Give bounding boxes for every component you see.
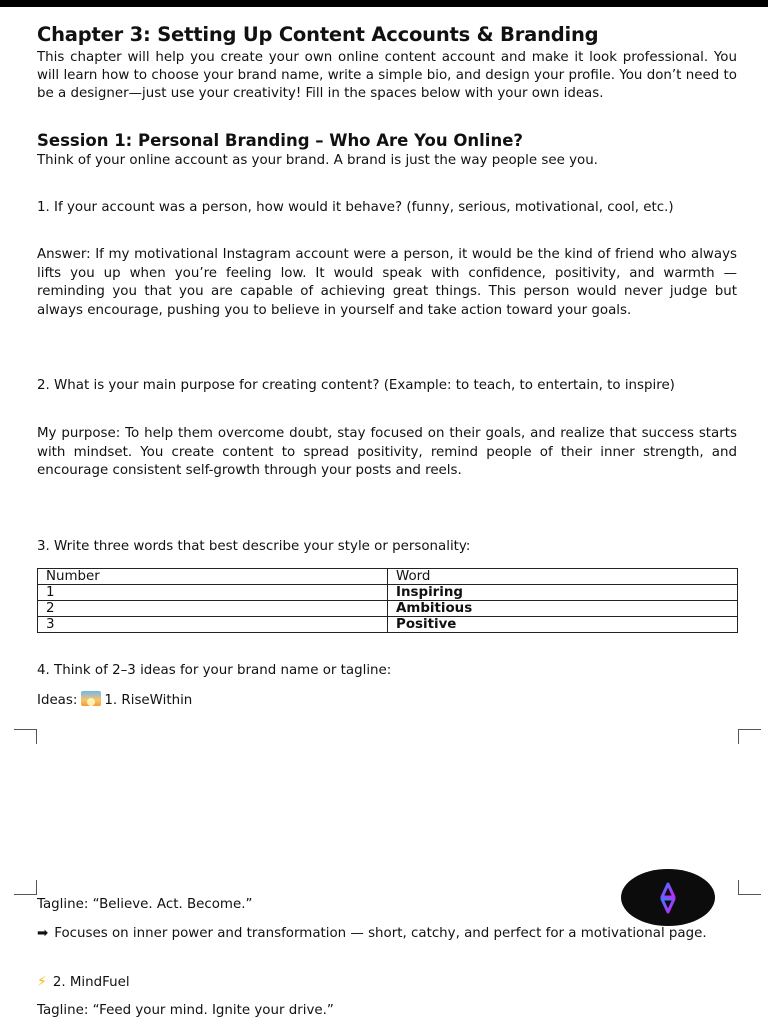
top-status-bar [0,0,768,7]
table-cell-number: 2 [38,601,388,617]
page-corner-mark-bottom-left [14,880,37,895]
question-4: 4. Think of 2–3 ideas for your brand name or tagline: [37,663,392,678]
ideas-label: Ideas: [37,693,78,708]
table-row [38,601,738,617]
ai-assistant-button[interactable] [621,869,715,926]
table-cell-word: Ambitious [388,601,738,617]
page-corner-mark-top-right [738,729,761,744]
answer-2: My purpose: To help them overcome doubt, stay focused on their goals, and realize that success starts with mindset. You create content to spread positivity, remind people of their inner strength, and encourage consistent self-growth through your posts and reels. [37,426,737,478]
table-row [38,617,738,633]
table-cell-word: Inspiring [388,585,738,601]
session-title: Session 1: Personal Branding – Who Are You Online? [37,131,523,150]
idea-1-name: 1. RiseWithin [104,693,193,708]
page-corner-mark-bottom-right [738,880,761,895]
words-table [37,568,738,633]
lightning-icon: ⚡ [37,974,47,990]
table-header-word: Word [388,569,738,585]
page-corner-mark-top-left [14,729,37,744]
tagline-1: Tagline: “Believe. Act. Become.” [37,897,253,912]
explanation-1 [37,925,737,943]
table-cell-word: Positive [388,617,738,633]
table-header-row [38,569,738,585]
chapter-title: Chapter 3: Setting Up Content Accounts & Branding [37,23,599,46]
idea-2-name: 2. MindFuel [52,975,130,990]
table-header-number: Number [38,569,388,585]
question-3: 3. Write three words that best describe your style or personality: [37,539,471,554]
question-1: 1. If your account was a person, how would it behave? (funny, serious, motivational, cool, etc.) [37,200,674,215]
question-2: 2. What is your main purpose for creating content? (Example: to teach, to entertain, to inspire) [37,378,675,393]
table-cell-number: 3 [38,617,388,633]
arrow-right-icon: ➡ [37,926,49,941]
ideas-line [37,691,737,710]
tagline-2: Tagline: “Feed your mind. Ignite your drive.” [37,1003,334,1018]
chapter-intro: This chapter will help you create your own online content account and make it look professional. You will learn how to choose your brand name, write a simple bio, and design your profile. You don’t need to be a designer—just use your creativity! Fill in the spaces below with your own ideas. [37,50,737,102]
sunrise-icon [81,691,101,706]
explanation-1-text: Focuses on inner power and transformation — short, catchy, and perfect for a motivational page. [54,926,707,941]
table-cell-number: 1 [38,585,388,601]
table-row [38,585,738,601]
idea-2-line [37,973,737,992]
sparkle-icon [651,881,685,915]
answer-1: Answer: If my motivational Instagram account were a person, it would be the kind of friend who always lifts you up when you’re feeling low. It would speak with confidence, positivity, and warmth — reminding you that you are capable of achieving great things. This person would never judge but always encourage, pushing you to believe in yourself and take action toward your goals. [37,247,737,318]
session-intro: Think of your online account as your brand. A brand is just the way people see you. [37,153,598,168]
